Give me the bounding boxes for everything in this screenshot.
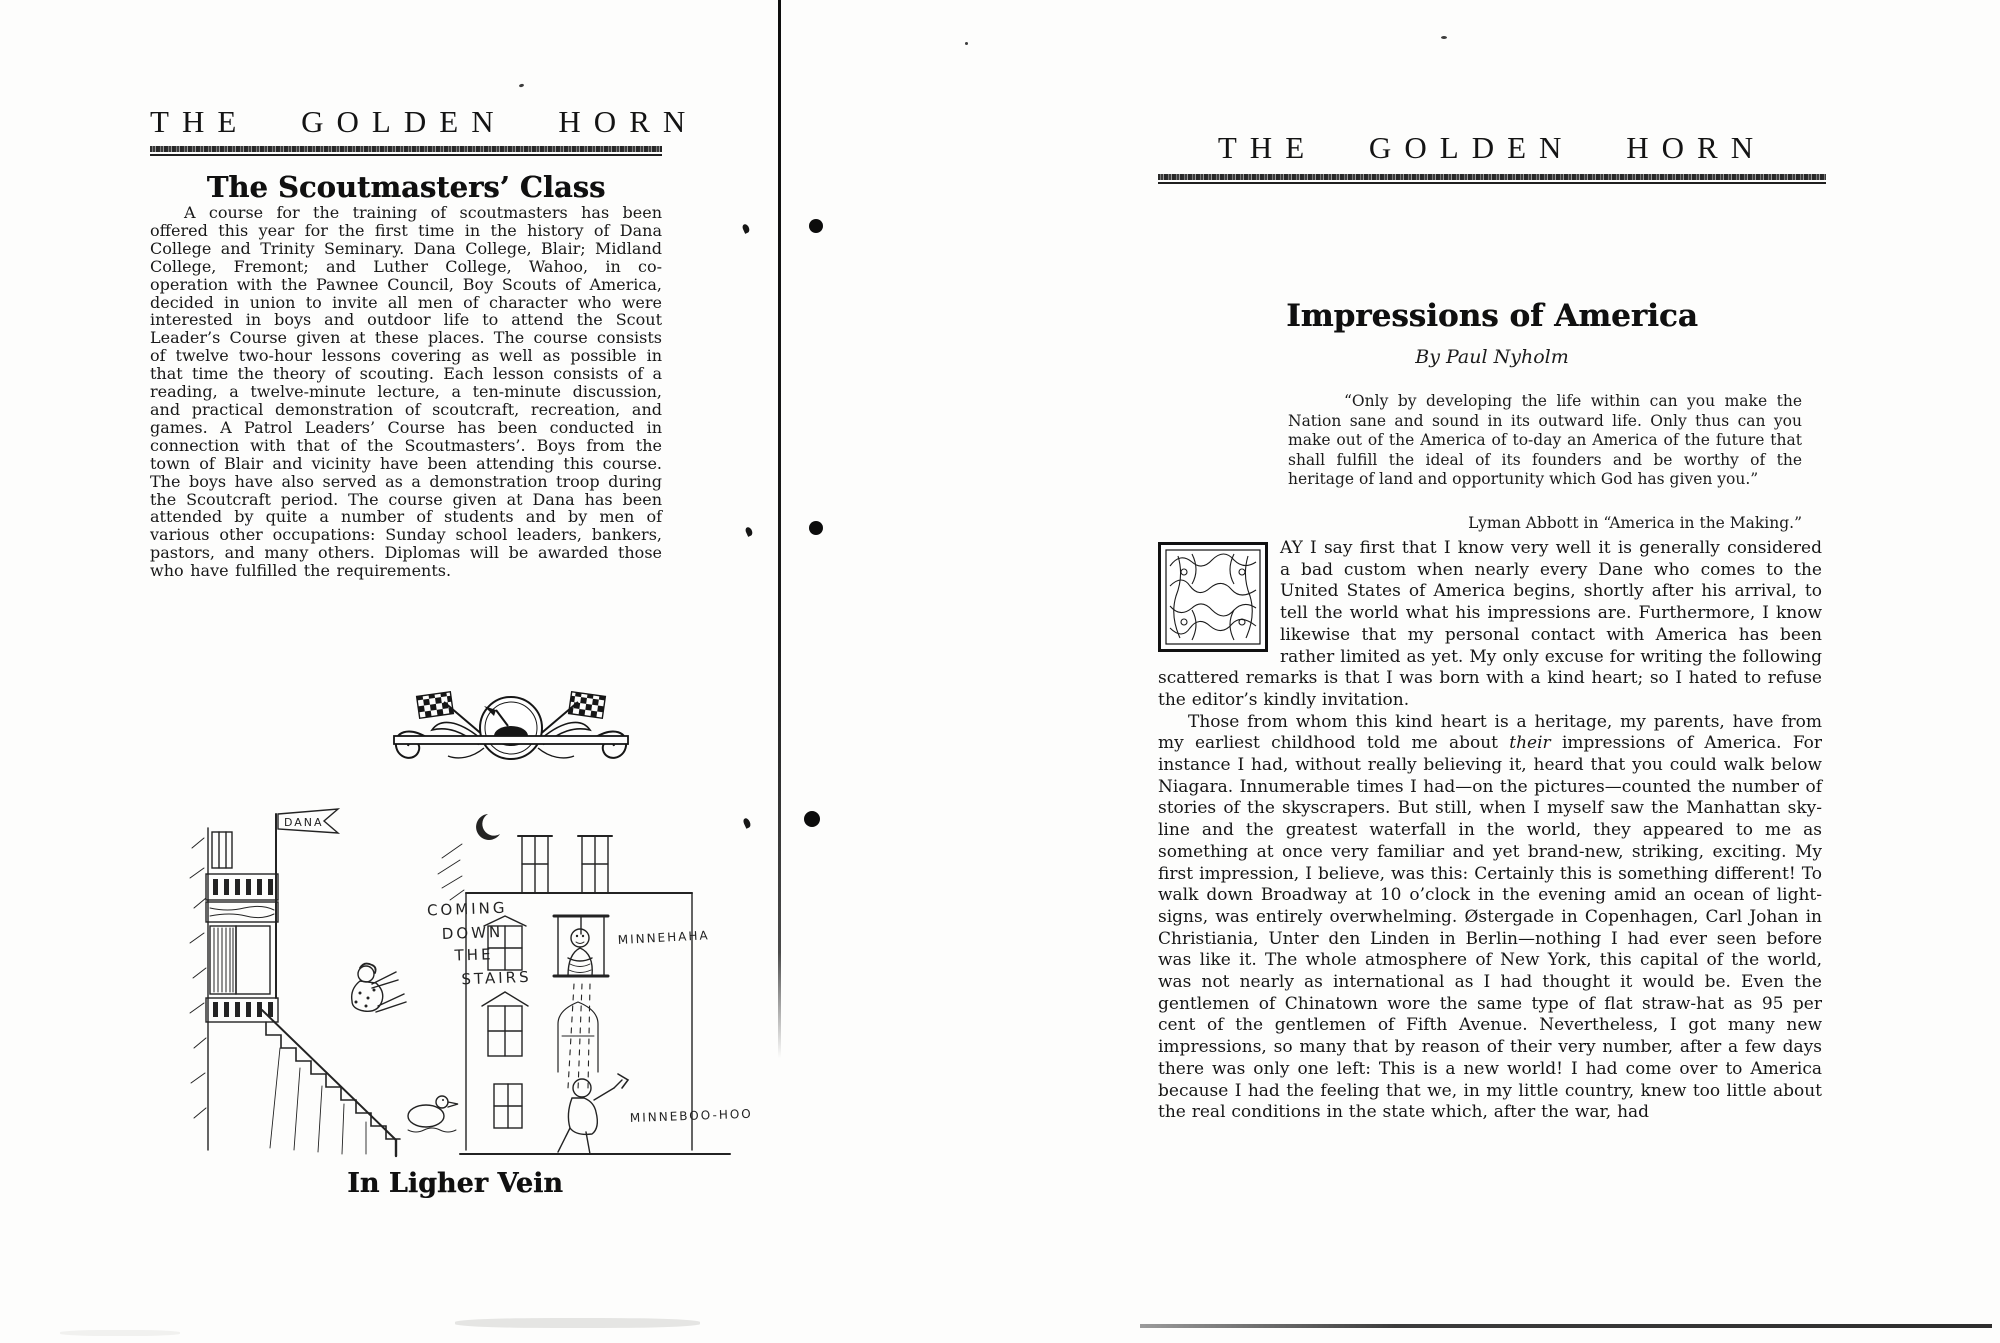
cartoon-svg <box>170 788 778 1158</box>
page-gutter-line <box>778 0 781 1058</box>
article-body-scoutmasters: A course for the training of scoutmasters has been offered this year for the first time in the history of Dana College and Trinity Seminary. Dana College, Blair; Midland College, Fremont; and Luther College, Wahoo, in co-operation with the Pawnee Council, Boy Scouts of America, decided in union to invite all men of character who were interested in boys and outdoor life to attend the Scout Leader’s Course given at these places. The course consists of twelve two-hour lessons covering as well as possible in that time the theory of scouting. Each lesson consists of a reading, a twelve-minute lecture, a ten-minute discussion, and practical demonstration of scoutcraft, recreation, and games. A Patrol Leaders’ Course has been conducted in connection with that of the Scoutmasters’. Boys from the town of Blair and vicinity have been attending this course. The boys have also served as a demonstration troop during the Scoutcraft period. The course given at Dana has been attended by quite a number of students and by men of various other occupations: Sunday school leaders, bankers, pastors, and many others. Diplomas will be awarded those who have fulfilled the requirements. <box>150 203 662 581</box>
paragraph-1: AY I say first that I know very well it is generally considered a bad custom when nearly every Dane who comes to the United States of America begins, shortly after his arrival, to tell the world what his impressions are. Furthermore, I know likewise that my personal contact with America has been rather limited as yet. My only excuse for writing the following scattered remarks is that I was born with a kind heart; so I hated to refuse the editor’s kindly invitation. <box>1158 538 1822 710</box>
stairs-note <box>427 898 532 990</box>
article-byline: By Paul Nyholm <box>1415 346 1569 368</box>
masthead-rule-right <box>1158 174 1826 184</box>
window-figure <box>554 916 608 976</box>
epigraph: “Only by developing the life within can you make the Nation sane and sound in its outward life. Only thus can you make out of the America of to-day an America of the future that shall fulfill the ideal of its founders and be worthy of the heritage of land and opportunity which God has given you.” <box>1288 392 1802 489</box>
duck <box>408 1096 458 1132</box>
moon-icon <box>476 814 500 840</box>
checker-flag-right <box>569 692 606 719</box>
ornament-svg <box>388 686 634 774</box>
punch-hole <box>809 219 823 233</box>
scan-speck <box>1441 36 1447 39</box>
cartoon-caption: In Ligher Vein <box>347 1168 563 1199</box>
water-stream <box>568 984 590 1090</box>
page-left <box>0 0 780 1343</box>
article-title-scoutmasters: The Scoutmasters’ Class <box>206 170 606 204</box>
scan-speck <box>965 42 968 45</box>
page-right <box>782 0 2000 1343</box>
rule-line <box>1158 182 1826 184</box>
scan-edge-smudge <box>455 1318 700 1328</box>
drop-cap <box>1158 542 1268 652</box>
svg-text:Stairs: Stairs <box>461 967 532 989</box>
rule-line <box>150 154 662 156</box>
paragraph-2-italic: their <box>1509 733 1551 754</box>
punch-hole <box>804 811 820 827</box>
scan-edge-smudge <box>60 1330 180 1336</box>
epigraph-attribution: Lyman Abbott in “America in the Making.” <box>1468 514 1802 532</box>
masthead-right: THE GOLDEN HORN <box>1217 130 1767 165</box>
cartoon-flag-label: DANA <box>284 816 324 829</box>
sliding-figure <box>352 964 406 1012</box>
ornament-divider <box>388 686 634 774</box>
paragraph-2 <box>1158 712 1822 1124</box>
paragraph-2-after: impressions of America. For instance I had, without really believing it, heard that you could walk below Niagara. Innumerable times I had—on the pictures—counted the number of stories of the skyscrapers. But still, when I myself saw the Manhattan sky-line and the greatest waterfall in the world, they appeared to me as something at once very familiar and yet brand-new, striking, exciting. My first impression, I believe, was this: Certainly this is something different! To walk down Broadway at 10 o’clock in the evening amid an ocean of light-signs, was entirely overwhelming. Østergade in Copenhagen, Carl Johan in Christiania, Unter den Linden in Berlin—nothing I had ever seen before was like it. The whole atmosphere of New York, this capital of the world, was not nearly as international as I had thought it would be. Even the gentlemen of Chinatown wore the same type of flat straw-hat as 95 per cent of the gentlemen of Fifth Avenue. Nevertheless, I got many new impressions, so many that by reason of their very number, after a few days there was only one left: This is a new world! I had come over to America because I had the feeling that we, in my little country, knew too little about the real conditions in the state which, after the war, had <box>1158 733 1822 1123</box>
scan-edge-line <box>1140 1324 1992 1328</box>
cartoon-window-label: Minnehaha <box>617 928 710 947</box>
cartoon-illustration <box>170 788 778 1158</box>
svg-text:The: The <box>454 945 494 965</box>
article-title-impressions: Impressions of America <box>1286 298 1698 334</box>
rule-band <box>150 146 662 152</box>
svg-text:Down: Down <box>441 922 504 943</box>
article-body-impressions <box>1158 538 1822 1124</box>
rule-band <box>1158 174 1826 180</box>
balusters <box>213 879 273 895</box>
masthead-rule-left <box>150 146 662 156</box>
svg-text:Coming: Coming <box>426 898 508 920</box>
masthead-left: THE GOLDEN HORN <box>150 104 699 139</box>
punch-hole <box>809 521 823 535</box>
cartoon-ground-label: Minneboo-hoo <box>629 1106 753 1125</box>
checker-flag-left <box>417 692 454 719</box>
paragraph-2-before: Those from whom this kind heart is a heritage, my parents, have from my earliest childhood told me about <box>1158 711 1822 754</box>
